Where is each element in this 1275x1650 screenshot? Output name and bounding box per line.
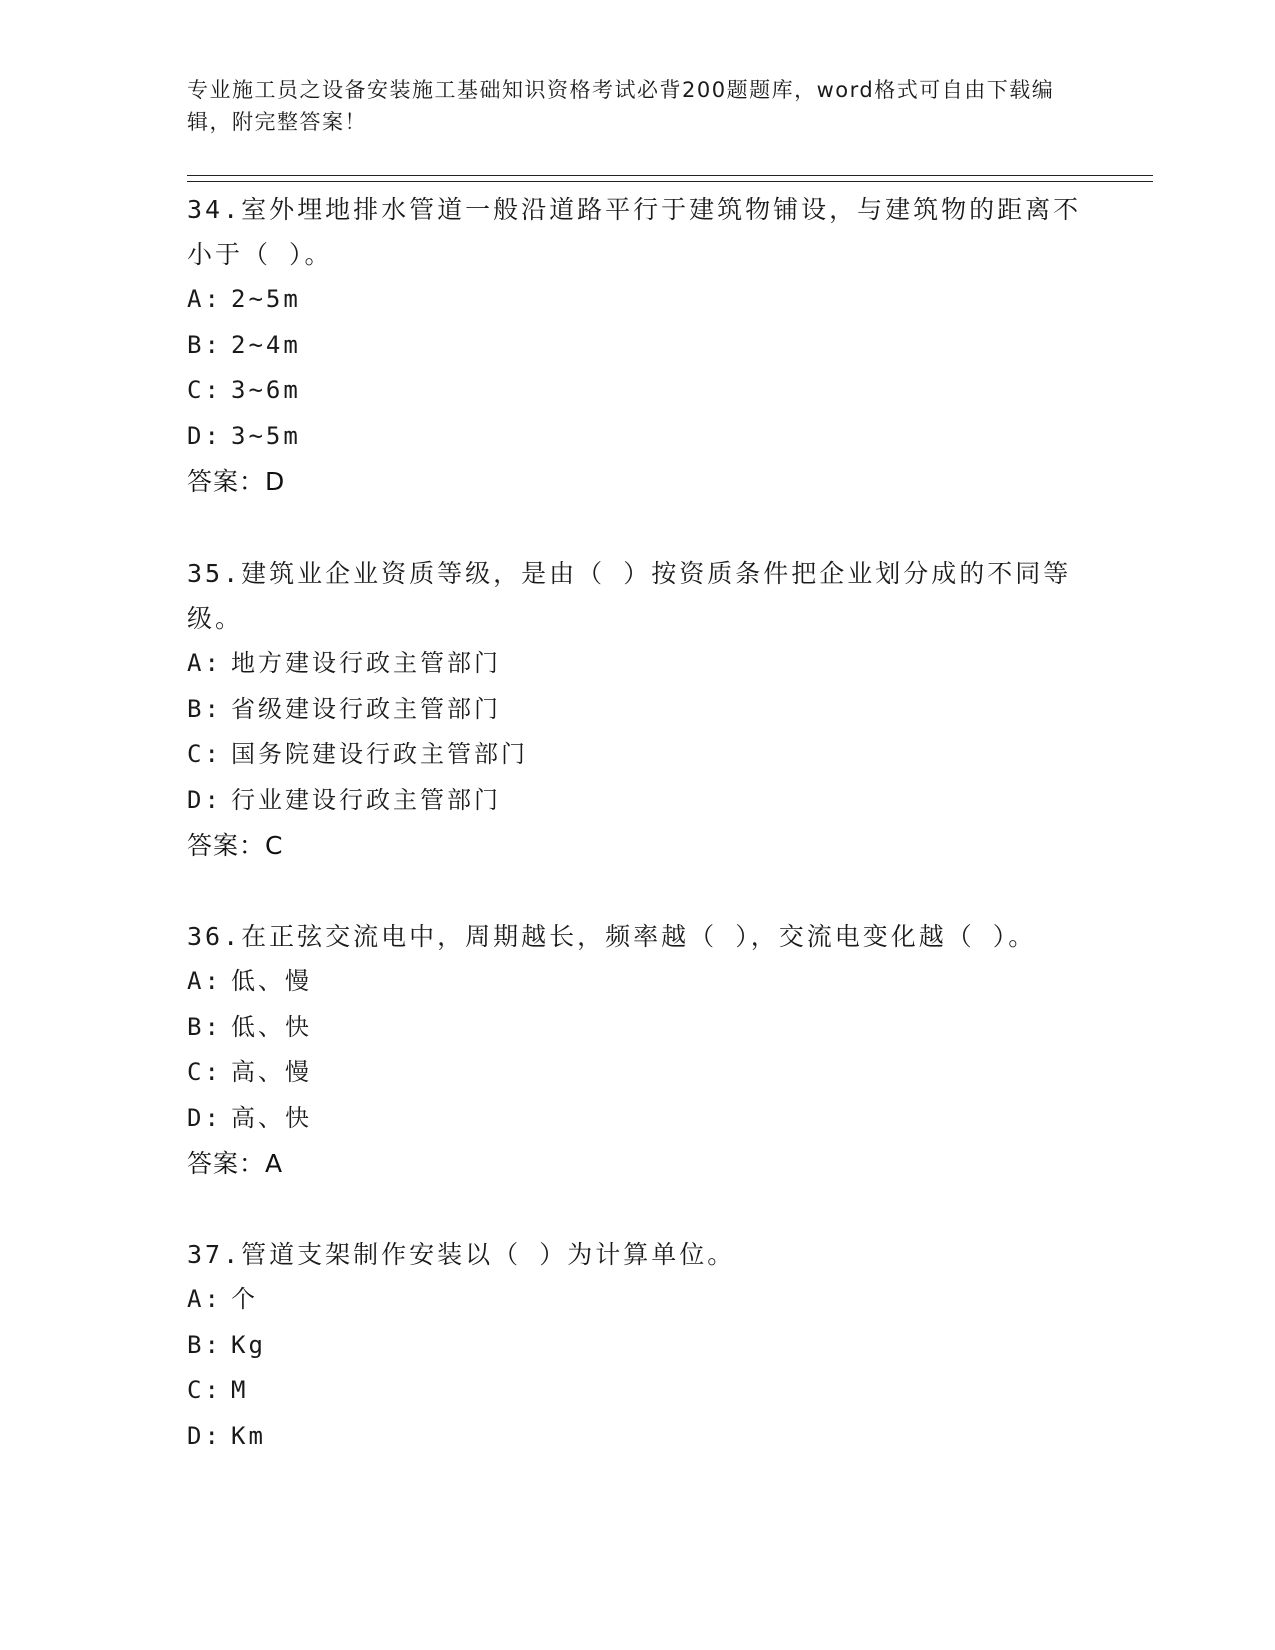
- answer-text: 答案：C: [187, 831, 284, 860]
- answer-text: 答案：D: [187, 467, 286, 496]
- option-c: [187, 732, 1087, 778]
- option-d: [187, 414, 1087, 460]
- option-c: [187, 1368, 1087, 1414]
- option-d: [187, 1096, 1087, 1142]
- option-label: D:: [187, 421, 222, 450]
- option-label: A:: [187, 285, 222, 313]
- header-divider-top: [187, 175, 1153, 176]
- question-text: 34.室外埋地排水管道一般沿道路平行于建筑物铺设，与建筑物的距离不小于（ ）。: [187, 195, 1082, 269]
- option-text: 国务院建设行政主管部门: [231, 740, 528, 768]
- option-label: B:: [187, 330, 222, 359]
- header-divider-bottom: [187, 181, 1153, 182]
- option-text: M: [231, 1376, 249, 1404]
- option-text: 地方建设行政主管部门: [231, 649, 501, 677]
- option-text: 3~5m: [231, 421, 301, 450]
- option-text: 低、快: [231, 1012, 312, 1041]
- option-label: C:: [187, 376, 222, 404]
- question-35: [187, 551, 1087, 868]
- option-label: B:: [187, 1012, 222, 1041]
- option-text: 省级建设行政主管部门: [231, 694, 501, 723]
- question-text: 36.在正弦交流电中，周期越长，频率越（ ），交流电变化越（ ）。: [187, 922, 1037, 951]
- option-a: [187, 959, 1087, 1005]
- option-label: D:: [187, 1103, 222, 1132]
- option-text: 高、快: [231, 1103, 312, 1132]
- option-text: 个: [231, 1285, 258, 1313]
- option-a: [187, 277, 1087, 323]
- option-c: [187, 368, 1087, 414]
- option-b: [187, 1323, 1087, 1369]
- option-a: [187, 1277, 1087, 1323]
- document-header: 专业施工员之设备安装施工基础知识资格考试必背200题题库，word格式可自由下载编辑，附完整答案！: [187, 78, 1055, 134]
- option-b: [187, 687, 1087, 733]
- option-text: 高、慢: [231, 1058, 312, 1086]
- option-text: 2~4m: [231, 330, 301, 359]
- option-label: B:: [187, 1330, 222, 1359]
- option-label: B:: [187, 694, 222, 723]
- option-d: [187, 1414, 1087, 1460]
- question-37: [187, 1232, 1087, 1459]
- answer-text: 答案：A: [187, 1149, 284, 1178]
- option-label: D:: [187, 1421, 222, 1450]
- option-text: Kg: [231, 1330, 266, 1359]
- option-text: 3~6m: [231, 376, 301, 404]
- option-label: A:: [187, 967, 222, 995]
- option-d: [187, 778, 1087, 824]
- option-b: [187, 1005, 1087, 1051]
- option-label: A:: [187, 649, 222, 677]
- option-text: Km: [231, 1421, 266, 1450]
- question-text: 37.管道支架制作安装以（ ）为计算单位。: [187, 1240, 736, 1269]
- option-text: 2~5m: [231, 285, 301, 313]
- option-label: C:: [187, 740, 222, 768]
- question-text: 35.建筑业企业资质等级，是由（ ）按资质条件把企业划分成的不同等级。: [187, 559, 1072, 633]
- question-34: [187, 187, 1087, 504]
- option-b: [187, 323, 1087, 369]
- option-a: [187, 641, 1087, 687]
- option-c: [187, 1050, 1087, 1096]
- option-label: A:: [187, 1285, 222, 1313]
- question-36: [187, 914, 1087, 1186]
- option-label: C:: [187, 1376, 222, 1404]
- option-text: 低、慢: [231, 967, 312, 995]
- option-label: C:: [187, 1058, 222, 1086]
- option-label: D:: [187, 785, 222, 814]
- option-text: 行业建设行政主管部门: [231, 785, 501, 814]
